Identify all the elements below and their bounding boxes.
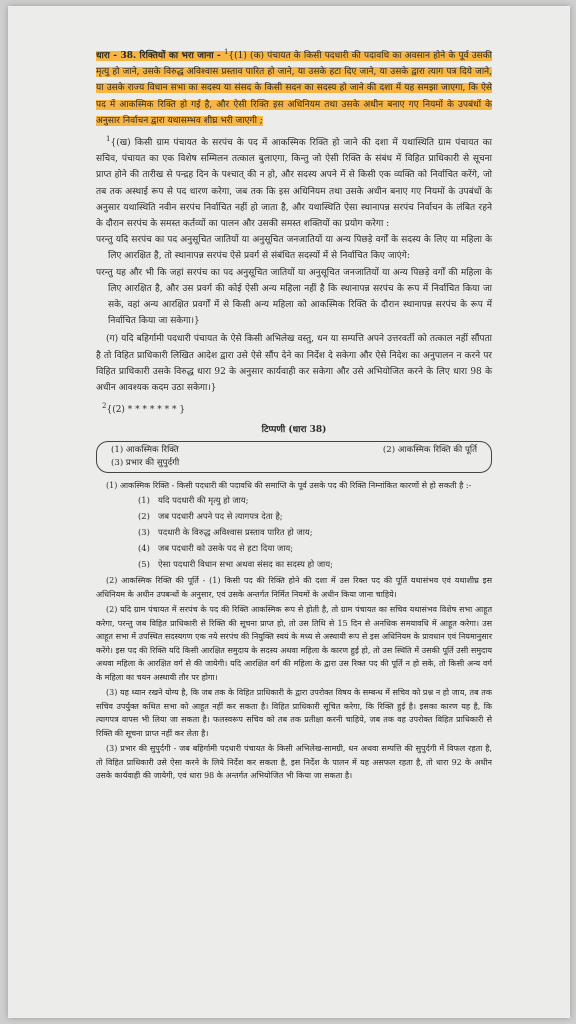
proviso-1: परन्तु यदि सरपंच का पद अनुसूचित जातियों या अनुसूचित जनजातियों या अन्य पिछड़े वर्गों के सदस्य के लिए या महिला के लिए आरक्षित है, तो स्थानापन्न सरपंच ऐसे प्रवर्ग से संबंधित सदस्यों में से निर्वाचित किए जाएंगे: xyxy=(96,235,492,262)
commentary xyxy=(96,479,492,783)
footnote-marker: 1 xyxy=(106,135,111,144)
note-index-item-3: (3) प्रभार की सुपुर्दगी xyxy=(111,457,180,468)
document-body xyxy=(96,44,492,783)
list-item: (1) यदि पदधारी की मृत्यु हो जाय; xyxy=(138,495,249,506)
commentary-para-5: (3) प्रभार की सुपुर्दगी - जब बहिर्गामी पदधारी पंचायत के किसी अभिलेख-सामग्री, धन अथवा सम्पत्ति की सुपुर्दगी में विफल रहता है, तो विहित प्राधिकारी उसे ऐसा करने के लिये निर्देश कर सकता है, इस निर्देश के पालन में यह असफल रहता है, तो धारा 92 के अधीन उसके कार्यवाही की जायेगी, एवं धारा 98 के अन्तर्गत अभियोजित भी किया जा सकता है। xyxy=(96,744,492,781)
clause-ga: (ग) यदि बहिर्गामी पदधारी पंचायत के ऐसे किसी अभिलेख वस्तु, धन या सम्पत्ति अपने उत्तरवर्ती को तत्काल नहीं सौंपता है तो विहित प्राधिकारी लिखित आदेश द्वारा उसे ऐसे सौंप देने का निर्देश दे सकेगा और ऐसे निदेश का अनुपालन न करने पर विहित प्राधिकारी उसके विरुद्ध धारा 92 के अनुसार कार्यवाही कर सकेगा और उसे अभियोजित करने के लिए धारा 98 के अधीन आवश्यक कदम उठा सकेगा।} xyxy=(96,334,492,394)
section-38-clause-1-ka xyxy=(96,44,492,129)
list-item: (3) पदधारी के विरुद्ध अविश्वास प्रस्ताव पारित हो जाय; xyxy=(138,527,313,538)
commentary-para-1: (1) आकस्मिक रिक्ति - किसी पदधारी की पदावधि की समाप्ति के पूर्व उसके पद की रिक्ति निम्नांकित कारणों से हो सकती है :- xyxy=(106,480,472,490)
note-title: टिप्पणी (धारा 38) xyxy=(261,425,327,436)
clause-ka-text: {(1) (क) पंचायत के किसी पदधारी की पदावधि का अवसान होने के पूर्व उसकी मृत्यु हो जाने, उसके विरुद्ध अविश्वास प्रस्ताव पारित हो जाने, या उसके हटा दिए जाने, या उसके द्वारा त्याग पत्र दिये जाने, या उसके राज्य विधान सभा का सदस्य या संसद के किसी सदन का सदस्य हो जाने की दशा में यह समझा जाएगा, कि ऐसे पद में आकस्मिक रिक्ति हो गई है, और ऐसी रिक्ति इस अधिनियम तथा उसके अधीन बनाए गए नियमों के उपबंधों के अनुसार निर्वाचन द्वारा यथासम्भव शीघ्र भरी जाएगी ; xyxy=(96,51,492,126)
note-index-box xyxy=(96,441,492,473)
clause-kha-text: {(ख) किसी ग्राम पंचायत के सरपंच के पद में आकस्मिक रिक्ति हो जाने की दशा में यथास्थिति ग्राम पंचायत का सचिव, पंचायत का एक विशेष सम्मिलन तत्काल बुलाएगा, किन्तु जो ऐसी रिक्ति के संबंध में विहित प्राधिकारी से सूचना प्राप्त होने की तारीख से पन्द्रह दिन के पश्चात् की न हो, और सदस्य अपने में से किसी एक व्यक्ति को निर्वाचित करेंगे, जो तब तक अस्थाई रूप से पद धारण करेगा, जब तक कि इस अधिनियम तथा उसके अधीन बनाए गए नियमों के उपबंधों के अनुसार यथास्थिति नवीन सरपंच निर्वाचित नहीं हो जाता है, और यथास्थिति ऐसा स्थानापन्न सरपंच निर्वाचन के लंबित रहने के दौरान सरपंच के समस्त कर्तव्यों का पालन और उसकी समस्त शक्तियों का प्रयोग करेगा : xyxy=(96,138,492,230)
list-item: (5) ऐसा पदधारी विधान सभा अथवा संसद का सदस्य हो जाय; xyxy=(138,559,333,570)
footnote-marker: 2 xyxy=(102,402,107,411)
note-index-item-2: (2) आकस्मिक रिक्ति की पूर्ति xyxy=(382,444,477,455)
commentary-para-2: (2) आकस्मिक रिक्ति की पूर्ति - (1) किसी पद की रिक्ति होने की दशा में उस रिक्त पद की पूर्ति यथासंभव एवं यथाशीघ्र इस अधिनियम के अधीन उपबन्धों के अनुसार, एवं उसके अन्तर्गत निर्मित नियमों के अधीन किया जाना चाहिये। xyxy=(96,576,492,599)
proviso-2: परन्तु यह और भी कि जहां सरपंच का पद अनुसूचित जातियों या अनुसूचित जनजातियों या अन्य पिछड़े वर्गों की महिला के लिए आरक्षित है, और उस प्रवर्ग की कोई ऐसी अन्य महिला नहीं है कि स्थानापन्न सरपंच के रूप में निर्वाचित किया जा सके, वहां अन्य आरक्षित प्रवर्गों में से किसी अन्य महिला को आकस्मिक रिक्ति के दौरान स्थानापन्न सरपंच के रूप में निर्वाचित किया जा सकेगा।} xyxy=(96,267,492,327)
omitted-clause-2 xyxy=(102,398,492,418)
list-item: (2) जब पदधारी अपने पद से त्यागपत्र देता है; xyxy=(138,511,283,522)
clause-kha xyxy=(96,131,492,232)
note-index-item-1: (1) आकस्मिक रिक्ति xyxy=(111,444,179,455)
note-block xyxy=(96,422,492,472)
section-heading: धारा - 38. रिक्तियों का भरा जाना - xyxy=(96,51,221,61)
list-item: (4) जब पदधारी को उसके पद से हटा दिया जाय; xyxy=(138,543,294,554)
document-page xyxy=(8,6,570,1018)
vacancy-causes-list xyxy=(96,492,492,572)
omitted-stars: {(2) * * * * * * * } xyxy=(106,405,186,416)
commentary-para-4: (3) यह ध्यान रखने योग्य है, कि जब तक के विहित प्राधिकारी के द्वारा उपरोक्त विषय के सम्बन्ध में सचिव को प्रश्न न हो जाय, तब तक सचिव उपर्युक्त कथित सभा को आहूत नहीं कर सकता है। विहित प्राधिकारी सूचित करेगा, कि रिक्ति हुई है। इसका कारण यह है, कि त्यागपत्र वापस भी लिया जा सकता है। फलस्वरूप सचिव को तब तक प्रतीक्षा करनी चाहिये, जब तक वह उपरोक्त विहित प्राधिकारी से रिक्ति की सूचना प्राप्त नहीं कर लेता है। xyxy=(96,688,492,738)
footnote-marker: 1 xyxy=(223,48,229,56)
commentary-para-3: (2) यदि ग्राम पंचायत में सरपंच के पद की रिक्ति आकस्मिक रूप से होती है, तो ग्राम पंचायत का सचिव यथासंभव विशेष सभा आहूत करेगा, परन्तु जब विहित प्राधिकारी से रिक्ति की सूचना प्राप्त हो, तो उस तिथि से 15 दिन से अनधिक समयावधि में आहूत करेगा। उस आहूत सभा में उपस्थित सदस्यगण एक नये सरपंच की नियुक्ति स्वयं के मध्य से अस्थायी रूप से इस अधिनियम के प्रावधान एवं नियमानुसार करेंगे। इस पद की रिक्ति यदि किसी आरक्षित समुदाय के सदस्य अथवा महिला के कारण हुई हो, तो उस स्थिति में उसकी पूर्ति उसी समुदाय अथवा महिला के आरक्षित वर्ग से की जायेगी। यदि आरक्षित वर्ग की महिला के द्वारा उस रिक्त पद की पूर्ति न हो सके, तो किसी अन्य वर्ग के महिला का चयन अस्थायी तौर पर होगा। xyxy=(96,605,492,682)
